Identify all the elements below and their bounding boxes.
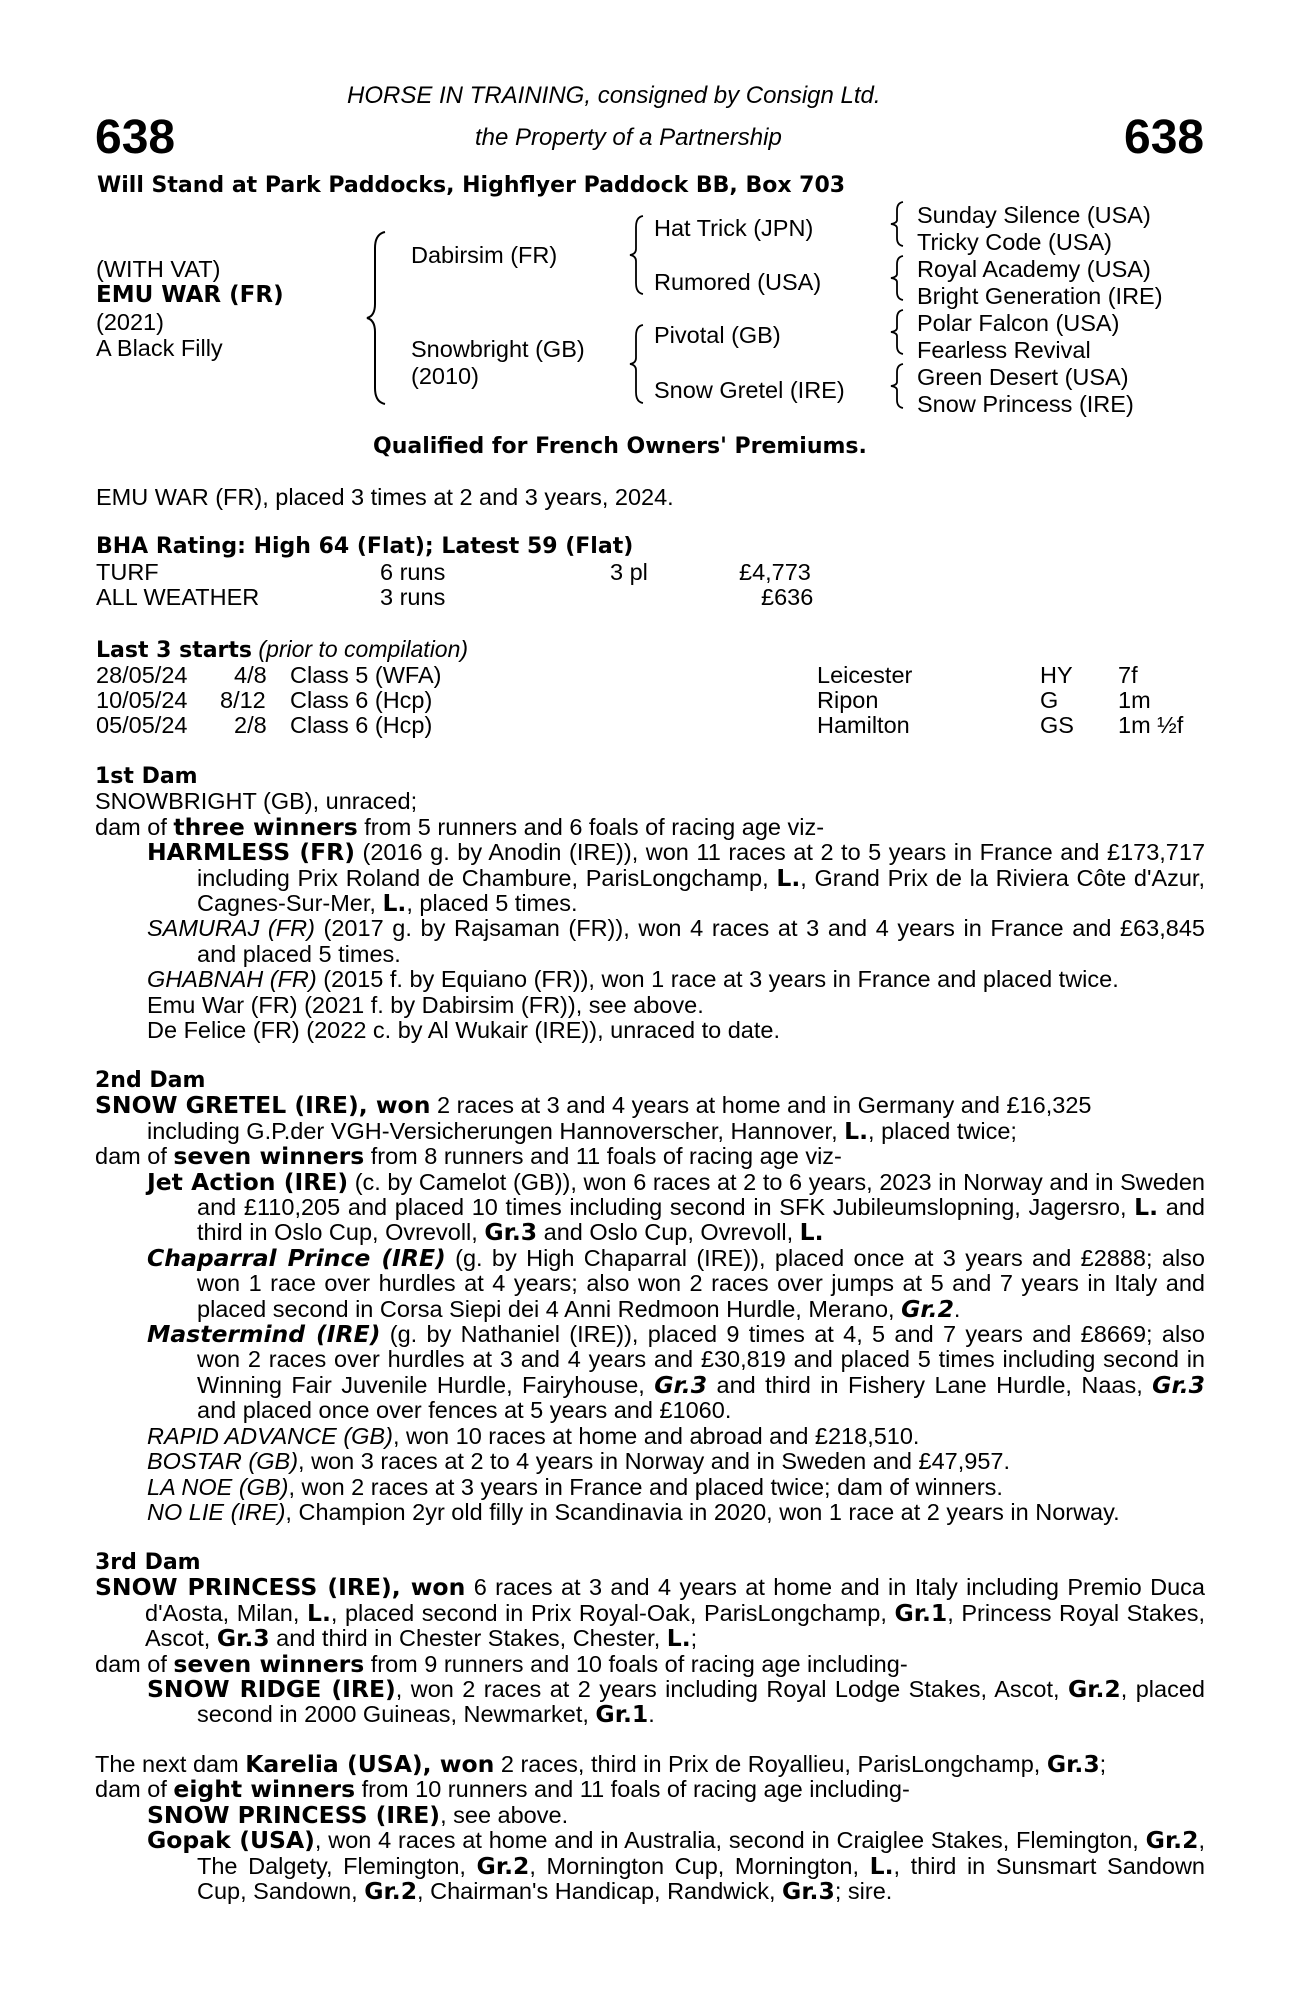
aw-label: ALL WEATHER (96, 584, 260, 610)
pedigree-brace-dam (627, 322, 649, 406)
turf-money: £4,773 (739, 559, 811, 585)
race-grade: L. (844, 1116, 869, 1145)
grandsire: Hat Trick (JPN) (654, 215, 814, 241)
text-span: from 9 runners and 10 foals of racing age including- (364, 1650, 908, 1677)
first-dam-section (95, 764, 1205, 1043)
start-distance: 1m ½f (1118, 712, 1184, 738)
race-grade: Gr.3 (782, 1877, 835, 1906)
text-span: from 5 runners and 6 foals of racing age viz- (357, 813, 825, 840)
text-span: ; (690, 1625, 698, 1652)
ancestor-2: Tricky Code (USA) (917, 229, 1112, 255)
race-grade: L. (382, 889, 407, 918)
produce-entry (95, 1500, 1205, 1525)
first-dam-produce-line (95, 812, 1205, 841)
text-span: dam of (95, 1143, 174, 1170)
start-course: Leicester (817, 662, 913, 688)
race-grade: Gr.1 (595, 1700, 649, 1729)
foaling-year: (2021) (96, 309, 164, 335)
pedigree-brace-main (363, 228, 393, 408)
text-span: (2016 g. by Anodin (IRE)), won 11 races at 2 to 5 years in France and £173,717 including Prix Roland de Chambure, ParisLongchamp, (197, 839, 1206, 891)
text-span: , placed second in Prix Royal-Oak, ParisLongchamp, (330, 1599, 895, 1626)
text-span: dam of (95, 813, 174, 840)
winner-count: three winners (173, 812, 358, 841)
winner-count: seven winners (173, 1142, 365, 1171)
text-span: and third in Oslo Cup, Ovrevoll, (197, 1194, 1205, 1246)
produce-entry (95, 967, 1205, 992)
produce-name: Gopak (USA) (147, 1826, 315, 1855)
produce-name: BOSTAR (GB) (147, 1448, 299, 1475)
dam-name: SNOW GRETEL (IRE) (95, 1091, 359, 1120)
race-grade: Gr.3 (1152, 1370, 1205, 1399)
premium-note: Qualified for French Owners' Premiums. (373, 434, 867, 459)
first-dam-title: 1st Dam (95, 764, 198, 789)
won-label: , won (422, 1750, 495, 1778)
text-span: (g. by Nathaniel (IRE)), placed 9 times at 4, 5 and 7 years and £8669; also won 2 races over hurdles at 3 and 4 years and £30,819 and placed 5 times including second in Winning Fair Juvenile Hurdle, Fairyhouse, (197, 1321, 1205, 1398)
start-race: Class 6 (Hcp) (290, 712, 433, 738)
start-race: Class 6 (Hcp) (290, 687, 433, 713)
start-course: Ripon (817, 687, 879, 713)
ancestor-5: Polar Falcon (USA) (917, 310, 1120, 336)
lot-number-left: 638 (95, 111, 176, 164)
won-label: , won (358, 1091, 431, 1120)
text-span: The next dam (95, 1751, 246, 1777)
bha-rating: BHA Rating: High 64 (Flat); Latest 59 (Flat) (96, 534, 634, 559)
text-span: (c. by Camelot (GB)), won 6 races at 2 to 6 years, 2023 in Norway and in Sweden and £110,205 and placed 10 times including second in SFK Jubileumslopning, Jagersro, (197, 1168, 1205, 1221)
text-span: dam of (95, 1776, 174, 1803)
text-span: , placed twice; (868, 1117, 1017, 1144)
produce-entry: Emu War (FR) (2021 f. by Dabirsim (FR)), see above. (147, 991, 704, 1018)
winner-count: seven winners (173, 1649, 365, 1678)
pedigree-brace-sire (627, 213, 649, 297)
stabling-location: Will Stand at Park Paddocks, Highflyer Paddock BB, Box 703 (97, 173, 846, 198)
dam-year: (2010) (411, 363, 479, 389)
vat-note: (WITH VAT) (96, 256, 221, 282)
text-span: , Princess Royal Stakes, Ascot, (145, 1599, 1205, 1652)
race-grade: L. (799, 1218, 824, 1247)
ancestor-6: Fearless Revival (917, 337, 1091, 363)
produce-name: SAMURAJ (FR) (147, 915, 315, 942)
start-position: 4/8 (234, 662, 267, 688)
text-span: , won 2 races at 2 years including Royal Lodge Stakes, Ascot, (395, 1676, 1068, 1703)
produce-entry (95, 1167, 1205, 1247)
third-dam-section (95, 1550, 1205, 1728)
third-dam-title: 3rd Dam (95, 1550, 201, 1575)
first-dam-line: SNOWBRIGHT (GB), unraced; (95, 788, 418, 815)
text-span: and third in Fishery Lane Hurdle, Naas, (707, 1371, 1153, 1398)
produce-entry (95, 1424, 1205, 1449)
next-dam-headline (95, 1752, 1205, 1777)
text-span: (g. by High Chaparral (IRE)), placed once at 3 years and £2888; also won 1 race over hurdles at 4 years; also won 2 races over jumps at 5 and 7 years in Italy and placed second in Corsa Siepi dei 4 Anni Redmoon Hurdle, Merano, (197, 1244, 1205, 1322)
text-span: , won 4 races at home and in Australia, second in Craiglee Stakes, Flemington, (314, 1827, 1146, 1854)
property-line: the Property of a Partnership (475, 124, 782, 151)
race-grade: L. (1134, 1193, 1159, 1222)
text-span: and third in Chester Stakes, Chester, (269, 1625, 667, 1652)
start-position: 2/8 (234, 712, 267, 738)
text-span: , won 10 races at home and abroad and £218,510. (392, 1422, 920, 1449)
text-span: , Grand Prix de la Riviera Côte d'Azur, Cagnes-Sur-Mer, (197, 864, 1205, 917)
race-grade: L. (776, 863, 801, 892)
sire-name: Dabirsim (FR) (411, 242, 558, 268)
horse-name: EMU WAR (FR) (96, 282, 284, 308)
race-grade: Gr.3 (484, 1218, 538, 1247)
produce-name: Mastermind (IRE) (147, 1320, 381, 1349)
produce-name: SNOW PRINCESS (IRE) (147, 1800, 441, 1829)
last-starts-note: (prior to compilation) (258, 636, 469, 662)
pedigree-brace-g4 (888, 362, 910, 410)
produce-name: GHABNAH (FR) (147, 966, 317, 993)
start-course: Hamilton (817, 712, 910, 738)
second-dam-produce-line (95, 1144, 1205, 1169)
won-label: , won (391, 1573, 466, 1602)
pedigree-brace-g1 (888, 200, 910, 248)
ancestor-8: Snow Princess (IRE) (917, 391, 1134, 417)
text-span: , Champion 2yr old filly in Scandinavia in 2020, won 1 race at 2 years in Norway. (285, 1498, 1120, 1525)
race-grade: Gr.2 (1067, 1675, 1121, 1704)
ancestor-3: Royal Academy (USA) (917, 256, 1151, 282)
start-going: G (1040, 687, 1059, 713)
turf-runs: 6 runs (380, 559, 446, 585)
second-dam-section (95, 1068, 1205, 1525)
text-span: (2017 g. by Rajsaman (FR)), won 4 races at 3 and 4 years in France and £63,845 and placed 5 times. (197, 915, 1205, 967)
next-dam-produce-line (95, 1777, 1205, 1802)
start-position: 8/12 (220, 687, 266, 713)
text-span: (2015 f. by Equiano (FR)), won 1 race at 3 years in France and placed twice. (316, 966, 1119, 993)
ancestor-1: Sunday Silence (USA) (917, 202, 1151, 228)
last-starts-heading (96, 636, 468, 663)
text-span: , Mornington Cup, Mornington, (529, 1852, 870, 1879)
race-grade: L. (306, 1598, 331, 1627)
dam-name: Karelia (USA) (245, 1750, 423, 1778)
text-span: , placed second in 2000 Guineas, Newmarket, (197, 1676, 1205, 1728)
pedigree-brace-g2 (888, 254, 910, 302)
text-span: , won 2 races at 3 years in France and placed twice; dam of winners. (288, 1473, 1003, 1500)
text-span: dam of (95, 1650, 174, 1677)
aw-money: £636 (761, 584, 814, 610)
text-span: . (648, 1701, 655, 1728)
produce-entry (95, 1449, 1205, 1474)
produce-entry (95, 1243, 1205, 1323)
aw-runs: 3 runs (380, 584, 446, 610)
winner-count: eight winners (173, 1775, 356, 1804)
text-span: 6 races at 3 and 4 years at home and in Italy including Premio Duca d'Aosta, Milan, (145, 1574, 1205, 1626)
text-span: including G.P.der VGH-Versicherungen Hannoverscher, Hannover, (147, 1117, 845, 1144)
text-span: , Chairman's Handicap, Randwick, (417, 1878, 783, 1905)
produce-entry (95, 1322, 1205, 1424)
start-distance: 1m (1118, 687, 1151, 713)
text-span: , third in Sunsmart Sandown Cup, Sandown, (197, 1852, 1206, 1905)
text-span: from 8 runners and 11 foals of racing age viz- (364, 1143, 842, 1170)
produce-entry (95, 840, 1205, 916)
turf-placed: 3 pl (610, 559, 648, 585)
produce-entry (95, 1828, 1205, 1904)
dam-name: SNOW PRINCESS (IRE) (95, 1573, 392, 1602)
third-dam-headline (95, 1575, 1205, 1651)
produce-entry (95, 1677, 1205, 1728)
text-span: , The Dalgety, Flemington, (197, 1827, 1205, 1879)
produce-name: Chaparral Prince (IRE) (147, 1243, 446, 1272)
text-span: and Oslo Cup, Ovrevoll, (537, 1219, 800, 1246)
race-grade: L. (869, 1851, 894, 1880)
produce-name: SNOW RIDGE (IRE) (147, 1675, 396, 1704)
produce-name: Jet Action (IRE) (147, 1167, 349, 1196)
text-span: and placed once over fences at 5 years and £1060. (197, 1397, 732, 1424)
start-race: Class 5 (WFA) (290, 662, 442, 688)
granddam-sire-side: Rumored (USA) (654, 269, 822, 295)
produce-name: LA NOE (GB) (147, 1473, 289, 1500)
text-span: . (953, 1295, 961, 1322)
produce-entry (95, 916, 1205, 967)
race-summary: EMU WAR (FR), placed 3 times at 2 and 3 years, 2024. (96, 484, 674, 510)
race-grade: Gr.3 (1046, 1750, 1100, 1778)
text-span: , won 3 races at 2 to 4 years in Norway and in Sweden and £47,957. (298, 1448, 1010, 1475)
text-span: 2 races at 3 and 4 years at home and in Germany and £16,325 (430, 1092, 1092, 1119)
second-dam-headline (95, 1093, 1205, 1118)
race-grade: Gr.2 (1145, 1826, 1199, 1855)
start-date: 28/05/24 (96, 662, 188, 688)
produce-name: HARMLESS (FR) (147, 838, 355, 867)
race-grade: Gr.2 (476, 1851, 530, 1880)
start-date: 05/05/24 (96, 712, 188, 738)
ancestor-4: Bright Generation (IRE) (917, 283, 1163, 309)
third-dam-produce-line (95, 1649, 1205, 1678)
next-dam-section (95, 1752, 1205, 1904)
text-span: , placed 5 times. (406, 890, 578, 917)
start-distance: 7f (1118, 662, 1138, 688)
race-grade: Gr.3 (654, 1370, 708, 1399)
consignment-line: HORSE IN TRAINING, consigned by Consign Ltd. (347, 82, 881, 109)
last-starts-title: Last 3 starts (96, 638, 253, 663)
horse-description: A Black Filly (96, 335, 223, 361)
produce-name: NO LIE (IRE) (147, 1498, 286, 1525)
race-grade: Gr.1 (894, 1598, 948, 1627)
race-grade: Gr.3 (216, 1624, 270, 1653)
text-span: ; sire. (834, 1878, 893, 1905)
produce-entry (95, 1475, 1205, 1500)
produce-name: RAPID ADVANCE (GB) (147, 1422, 393, 1449)
produce-entry (95, 1800, 1205, 1829)
damsire: Pivotal (GB) (654, 322, 781, 348)
text-span: from 10 runners and 11 foals of racing age including- (355, 1776, 910, 1803)
race-grade: L. (666, 1624, 691, 1653)
text-span: ; (1099, 1751, 1107, 1777)
dam-name: Snowbright (GB) (411, 336, 585, 362)
second-dam-name: Snow Gretel (IRE) (654, 377, 845, 403)
text-span: 2 races, third in Prix de Royallieu, ParisLongchamp, (494, 1751, 1047, 1777)
pedigree-brace-g3 (888, 308, 910, 356)
second-dam-title: 2nd Dam (95, 1068, 206, 1093)
start-going: GS (1040, 712, 1074, 738)
start-date: 10/05/24 (96, 687, 188, 713)
lot-number-right: 638 (1124, 111, 1205, 164)
text-span: , see above. (440, 1801, 569, 1828)
race-grade: Gr.2 (901, 1294, 954, 1323)
race-grade: Gr.2 (364, 1877, 418, 1906)
produce-entry: De Felice (FR) (2022 c. by Al Wukair (IRE)), unraced to date. (147, 1017, 780, 1044)
second-dam-headline-cont (95, 1116, 1205, 1145)
start-going: HY (1040, 662, 1073, 688)
ancestor-7: Green Desert (USA) (917, 364, 1129, 390)
turf-label: TURF (96, 559, 159, 585)
